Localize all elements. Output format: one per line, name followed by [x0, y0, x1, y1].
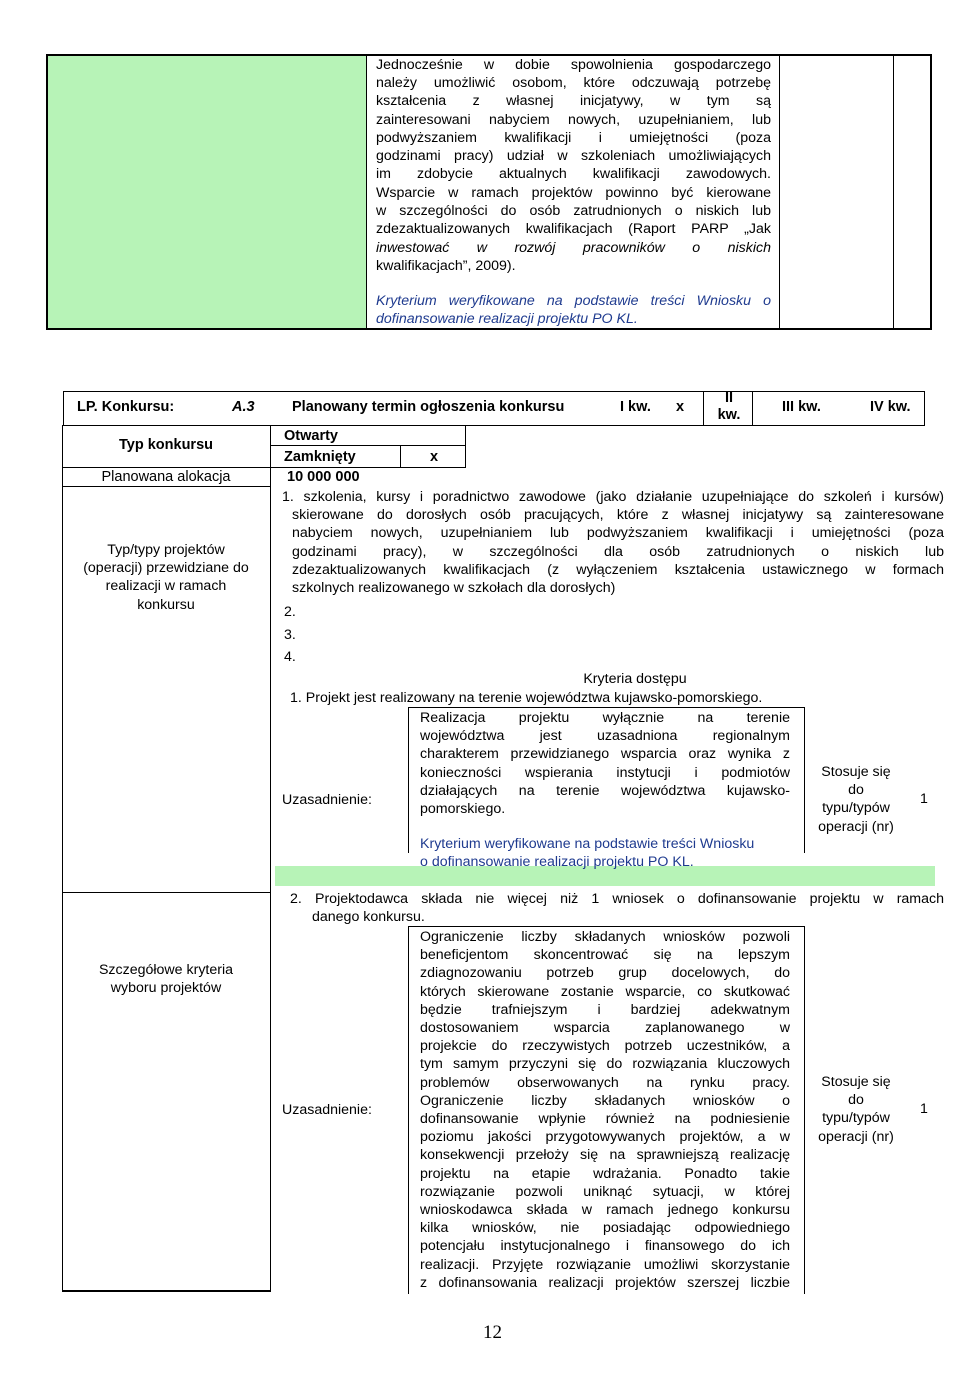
text-line: kilka wniosków, nie posiadając odpowiedniego	[420, 1220, 790, 1237]
justification-label: Uzasadnienie:	[282, 792, 372, 808]
text-line: 2. Projektodawca składa nie więcej niż 1 wniosek o dofinansowanie projektu w ramach	[290, 891, 944, 907]
text-line: konieczności wspierania instytucji i podmiotów	[420, 764, 790, 781]
quarter-1-mark: x	[676, 399, 685, 415]
text-line: podwyższaniem kwalifikacji i umiejętności (poza	[376, 129, 771, 146]
text-line: zainteresowani nabyciem nowych, uzupełnianiem, lub	[376, 111, 771, 128]
top-verification-note	[376, 292, 771, 328]
lp-label: LP. Konkursu:	[77, 399, 175, 415]
quarter-2	[713, 390, 745, 424]
text-line: konsekwencji przełoży się na sprawniejszą realizację	[420, 1147, 790, 1164]
text-line: Kryterium weryfikowane na podstawie treści Wniosku	[420, 836, 755, 852]
project-type-1	[282, 488, 944, 597]
text-line: Szczegółowe kryteria	[98, 962, 234, 978]
project-type-3: 3.	[284, 627, 296, 643]
allocation-label: Planowana alokacja	[101, 469, 231, 485]
text-line: realizacji w ramach	[105, 578, 227, 595]
text-line: Kryterium weryfikowane na podstawie treści Wniosku o	[376, 293, 771, 309]
planned-date-label: Planowany termin ogłoszenia konkursu	[292, 399, 565, 415]
text-line: Wsparcie w ramach projektów powinno być kierowane	[376, 185, 771, 201]
text-line: województwa jest uzasadniona regionalnym	[420, 728, 790, 745]
text-line: których skierowane zostanie wsparcie, co skutkować	[420, 983, 790, 1000]
text-line: do	[848, 782, 864, 799]
top-green-cell	[48, 55, 366, 329]
access-criteria-title: Kryteria dostępu	[583, 671, 687, 687]
text-line: problemów obserwowanych na rynku pracy.	[420, 1074, 790, 1091]
lp-value: A.3	[232, 399, 255, 415]
applies-number-1: 1	[920, 791, 928, 807]
competition-closed: Zamknięty	[284, 449, 356, 465]
text-line: nabyciem nowych, uzupełnianiem lub podwyższaniem kwalifikacji i umiejętności (poza	[292, 525, 944, 542]
text-line: dofinansowanie wpłynie również na podniesienie	[420, 1111, 790, 1128]
detailed-criteria-label	[62, 961, 270, 997]
text-line: kształcenia z własnej inicjatywy, w tym są	[376, 93, 771, 110]
text-line: wyboru projektów	[110, 980, 222, 997]
text-line: Ograniczenie liczby składanych wniosków pozwoli	[420, 929, 790, 945]
text-line: 1. szkolenia, kursy i poradnictwo zawodowe (jako działanie uzupełniające do szkoleń i kursów)	[282, 489, 944, 505]
text-line: poziomu jakości przygotowywanych projektów, a w	[420, 1129, 790, 1146]
project-type-2: 2.	[284, 604, 296, 620]
text-line: dostosowaniem wsparcia zaplanowanego w	[420, 1020, 790, 1037]
text-line: operacji (nr)	[818, 818, 894, 835]
quarter-3: III kw.	[782, 399, 821, 415]
text-line: do	[848, 1092, 864, 1109]
justification-1	[420, 709, 790, 818]
competition-type-label: Typ konkursu	[119, 437, 213, 453]
text-line: wnioskodawca składa w ramach jednego konkursu	[420, 1202, 790, 1219]
applies-to-2	[806, 1073, 906, 1146]
text-line: z dofinansowania realizacji projektów szerszej liczbie	[420, 1274, 790, 1291]
text-line: Jednocześnie w dobie spowolnienia gospodarczego	[376, 57, 771, 73]
quarter-2-line: II	[724, 390, 734, 406]
text-line: pomorskiego.	[420, 801, 506, 818]
text-line: działających na terenie województwa kujawsko-	[420, 782, 790, 799]
quarter-1: I kw.	[620, 399, 651, 415]
text-line: należy umożliwić osobom, które odczuwają potrzebę	[376, 75, 771, 92]
text-line: operacji (nr)	[818, 1128, 894, 1145]
text-line: w szczególności do osób zatrudnionych o niskich lub	[376, 203, 771, 220]
text-line: typu/typów	[822, 800, 890, 817]
text-line: im zdobycie aktualnych kwalifikacji zawodowych.	[376, 166, 771, 183]
access-criterion-1: 1. Projekt jest realizowany na terenie województwa kujawsko-pomorskiego.	[290, 690, 763, 706]
text-line: projektu na etapie wdrażania. Ponadto takie	[420, 1165, 790, 1182]
text-line: o dofinansowanie realizacji projektu PO KL.	[420, 854, 694, 871]
justification-2	[420, 928, 790, 1292]
competition-closed-mark: x	[430, 449, 439, 465]
text-line: skierowane do dorosłych osób pracujących, które z własnej inicjatywy są zainteresowane	[292, 507, 944, 524]
text-line: kwalifikacjach”, 2009).	[376, 257, 516, 274]
text-line: zdiagnozowaniu potrzeb grup docelowych, do	[420, 965, 790, 982]
text-line: tym samym przyczyni się do rozwiązania kluczowych	[420, 1056, 790, 1073]
text-line: danego konkursu.	[312, 909, 425, 926]
text-line: (operacji) przewidziane do	[83, 560, 249, 577]
allocation-value: 10 000 000	[287, 469, 360, 485]
text-line: Realizacja projektu wyłącznie na terenie	[420, 710, 790, 726]
access-criterion-2	[290, 890, 944, 926]
applies-to-1	[806, 763, 906, 836]
text-line: zdezaktualizowanych kwalifikacjach (Raport PARP „Jak	[376, 221, 771, 238]
text-line: potencjału instytucjonalnego i finansowego do ich	[420, 1238, 790, 1255]
quarter-4: IV kw.	[870, 399, 911, 415]
text-line: realizacji. Przyjęte rozwiązanie umożliwi skorzystanie	[420, 1256, 790, 1273]
text-line: inwestować w rozwój pracowników o niskich	[376, 239, 771, 256]
text-line: godzinami pracy), w szczególności dla osób zatrudnionych o niskich lub	[292, 543, 944, 560]
text-line: godzinami pracy) udział w szkoleniach umożliwiających	[376, 148, 771, 165]
text-line: Typ/typy projektów	[107, 542, 225, 558]
text-line: typu/typów	[822, 1110, 890, 1127]
text-line: zdezaktualizowanych kwalifikacjach (z wyłączeniem kształcenia ustawicznego w formach	[292, 561, 944, 578]
top-paragraph-1	[376, 56, 771, 183]
top-paragraph-2	[376, 184, 771, 275]
text-line: beneficjentom skoncentrować się na lepszym	[420, 947, 790, 964]
text-line: konkursu	[137, 596, 195, 613]
text-line: projekcie do rzeczywistych potrzeb uczestników, a	[420, 1038, 790, 1055]
text-line: Stosuje się	[821, 1074, 891, 1090]
text-line: Stosuje się	[821, 764, 891, 780]
verification-note-1	[420, 835, 800, 871]
text-line: szkolnych realizowanego w szkołach dla dorosłych)	[292, 580, 616, 597]
project-type-4: 4.	[284, 649, 296, 665]
justification-label: Uzasadnienie:	[282, 1102, 372, 1118]
quarter-2-line: kw.	[717, 407, 741, 423]
page-number: 12	[483, 1322, 502, 1343]
text-line: będzie trafniejszym i bardziej adekwatnym	[420, 1001, 790, 1018]
text-line: dofinansowanie realizacji projektu PO KL.	[376, 311, 638, 328]
text-line: charakterem przewidzianego wsparcia oraz wynika z	[420, 746, 790, 763]
project-types-label	[62, 541, 270, 614]
text-line: rozwiązanie pozwoli uniknąć sytuacji, w której	[420, 1183, 790, 1200]
text-line: Ograniczenie liczby składanych wniosków o	[420, 1092, 790, 1109]
applies-number-2: 1	[920, 1101, 928, 1117]
competition-open: Otwarty	[284, 428, 338, 444]
